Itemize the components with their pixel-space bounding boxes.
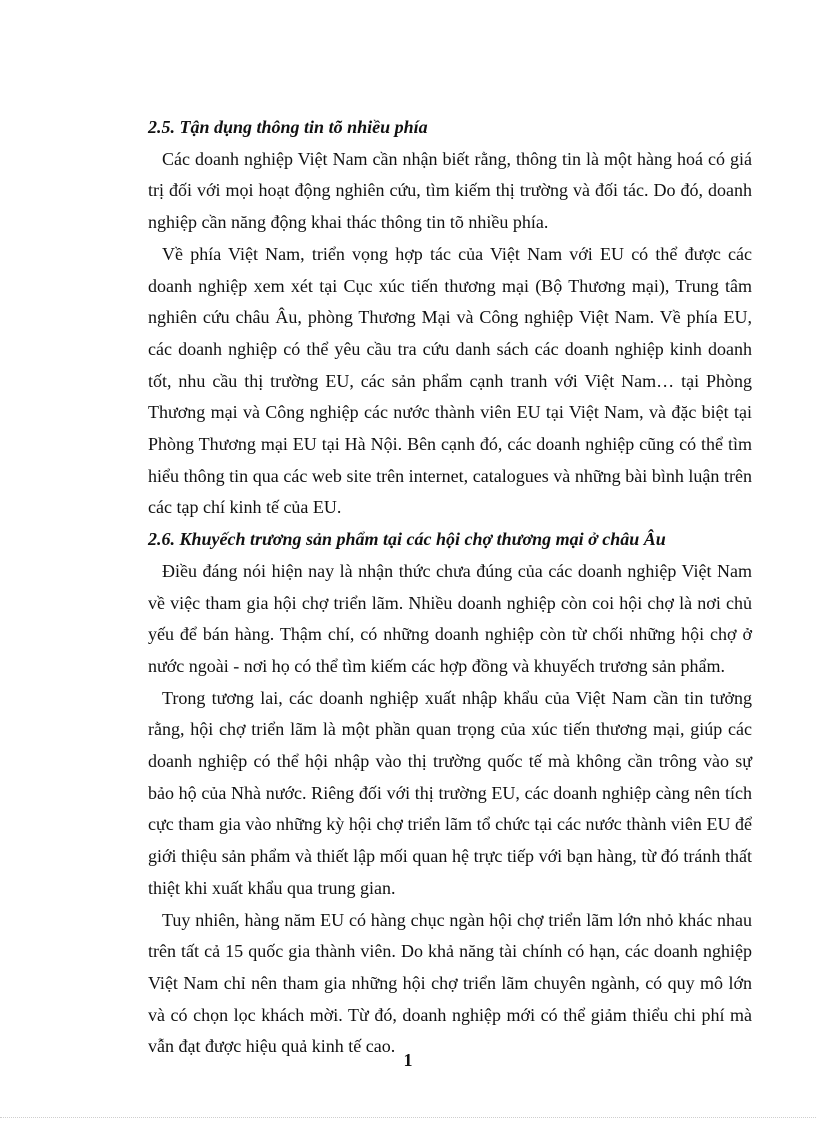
paragraph: Tuy nhiên, hàng năm EU có hàng chục ngàn hội chợ triển lãm lớn nhỏ khác nhau trên tất cả 15 quốc gia thành viên. Do khả năng tài chính có hạn, các doanh nghiệp Việt Nam chỉ nên tham gia những hội chợ triển lãm chuyên ngành, có quy mô lớn và có chọn lọc khách mời. Từ đó, doanh nghiệp mới có thể giảm thiểu chi phí mà vẫn đạt được hiệu quả kinh tế cao.	[148, 909, 752, 1057]
paragraph: Các doanh nghiệp Việt Nam cần nhận biết rằng, thông tin là một hàng hoá có giá trị đối với mọi hoạt động nghiên cứu, tìm kiếm thị trường và đối tác. Do đó, doanh nghiệp cần năng động khai thác thông tin tõ nhiều phía.	[148, 148, 752, 233]
paragraph: Trong tương lai, các doanh nghiệp xuất nhập khẩu của Việt Nam cần tin tưởng rằng, hội chợ triển lãm là một phần quan trọng của xúc tiến thương mại, giúp các doanh nghiệp có thể hội nhập vào thị trường quốc tế mà không cần trông vào sự bảo hộ của Nhà nước. Riêng đối với thị trường EU, các doanh nghiệp càng nên tích cực tham gia vào những kỳ hội chợ triển lãm tổ chức tại các nước thành viên EU để giới thiệu sản phẩm và thiết lập mối quan hệ trực tiếp với bạn hàng, từ đó tránh thất thiệt khi xuất khẩu qua trung gian.	[148, 687, 752, 898]
section-heading-2-5: 2.5. Tận dụng thông tin tõ nhiều phía	[148, 117, 428, 137]
page-number: 1	[403, 1050, 413, 1070]
paragraph: Về phía Việt Nam, triển vọng hợp tác của Việt Nam với EU có thể được các doanh nghiệp xem xét tại Cục xúc tiến thương mại (Bộ Thương mại), Trung tâm nghiên cứu châu Âu, phòng Thương Mại và Công nghiệp Việt Nam. Về phía EU, các doanh nghiệp có thể yêu cầu tra cứu danh sách các doanh nghiệp kinh doanh tốt, nhu cầu thị trường EU, các sản phẩm cạnh tranh với Việt Nam… tại Phòng Thương mại và Công nghiệp các nước thành viên EU tại Việt Nam, và đặc biệt tại Phòng Thương mại EU tại Hà Nội. Bên cạnh đó, các doanh nghiệp cũng có thể tìm hiểu thông tin qua các web site trên internet, catalogues và những bài bình luận trên các tạp chí kinh tế của EU.	[148, 243, 752, 518]
section-heading-2-6: 2.6. Khuyếch trương sản phẩm tại các hội chợ thương mại ở châu Âu	[148, 529, 666, 550]
page-bottom-divider	[0, 1117, 816, 1118]
page-body	[148, 112, 752, 1063]
paragraph: Điều đáng nói hiện nay là nhận thức chưa đúng của các doanh nghiệp Việt Nam về việc tham gia hội chợ triển lãm. Nhiều doanh nghiệp còn coi hội chợ là nơi chủ yếu để bán hàng. Thậm chí, có những doanh nghiệp còn từ chối những hội chợ ở nước ngoài - nơi họ có thể tìm kiếm các hợp đồng và khuyếch trương sản phẩm.	[148, 560, 752, 676]
